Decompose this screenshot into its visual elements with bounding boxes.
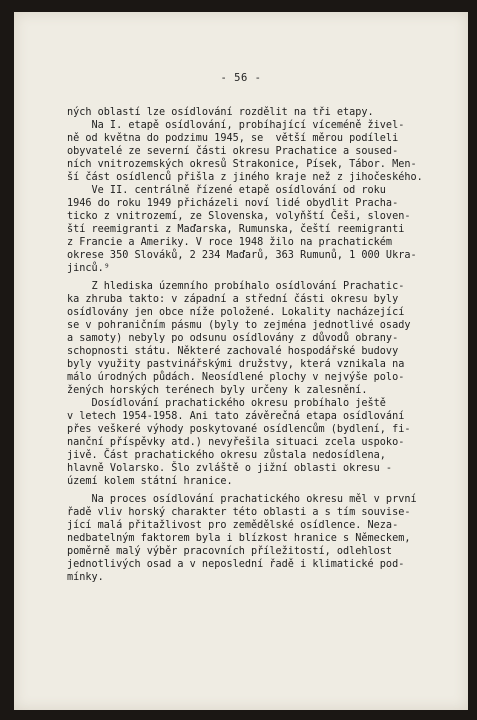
text-line: jivě. Část prachatického okresu zůstala nedosídlena, [67,450,386,461]
text-line: 1946 do roku 1949 přicházeli noví lidé obydlit Pracha- [67,198,399,209]
document-page [14,12,468,710]
text-line: řadě vliv horský charakter této oblasti a s tím souvise- [67,507,411,518]
text-line: ka zhruba takto: v západní a střední části okresu byly [67,294,399,305]
text-line: byly využity pastvinářskými družstvy, která vznikala na [67,359,405,370]
text-line: osídlovány jen obce níže položené. Lokality nacházející [67,307,405,318]
text-line: Dosídlování prachatického okresu probíhalo ještě [67,398,386,409]
text-line: jinců.⁹ [67,263,110,274]
text-line: ští reemigranti z Maďarska, Rumunska, čeští reemigranti [67,224,405,235]
text-line: Z hlediska územního probíhalo osídlování Prachatic- [67,281,405,292]
text-line: přes veškeré výhody poskytované osídlencům (bydlení, fi- [67,424,411,435]
paragraph [67,493,439,584]
text-line: se v pohraničním pásmu (byly to zejména jednotlivé osady [67,320,411,331]
text-line: ních vnitrozemských okresů Strakonice, Písek, Tábor. Men- [67,159,417,170]
text-line: poměrně malý výběr pracovních příležitostí, odlehlost [67,546,393,557]
paragraph [67,280,439,488]
text-line: z Francie a Ameriky. V roce 1948 žilo na prachatickém [67,237,393,248]
text-line: ně od května do podzimu 1945, se větší měrou podíleli [67,133,399,144]
text-line: ných oblastí lze osídlování rozdělit na tři etapy. [67,107,374,118]
text-line: hlavně Volarsko. Šlo zvláště o jižní oblasti okresu - [67,463,393,474]
paragraph [67,106,439,275]
text-line: málo úrodných půdách. Neosídlené plochy v nejvýše polo- [67,372,405,383]
text-line: schopnosti státu. Některé zachovalé hospodářské budovy [67,346,399,357]
text-line: okrese 350 Slováků, 2 234 Maďarů, 363 Rumunů, 1 000 Ukra- [67,250,417,261]
text-line: v letech 1954-1958. Ani tato závěrečná etapa osídlování [67,411,405,422]
body-text [67,106,439,584]
text-line: Ve II. centrálně řízené etapě osídlování od roku [67,185,386,196]
text-line: nanční příspěvky atd.) nevyřešila situaci zcela uspoko- [67,437,405,448]
text-line: jednotlivých osad a v neposlední řadě i klimatické pod- [67,559,405,570]
text-line: obyvatelé ze severní části okresu Prachatice a soused- [67,146,399,157]
text-line: Na I. etapě osídlování, probíhající víceméně živel- [67,120,405,131]
text-line: jící malá přitažlivost pro zemědělské osídlence. Neza- [67,520,399,531]
text-line: ší část osídlenců přišla z jiného kraje než z jihočeského. [67,172,423,183]
page-number: - 56 - [220,72,262,84]
text-line: území kolem státní hranice. [67,476,233,487]
text-line: nedbatelným faktorem byla i blízkost hranice s Německem, [67,533,411,544]
text-line: Na proces osídlování prachatického okresu měl v první [67,494,417,505]
text-line: žených horských terénech byly určeny k zalesnění. [67,385,368,396]
text-line: mínky. [67,572,104,583]
text-line: ticko z vnitrozemí, ze Slovenska, volyňští Češi, sloven- [67,211,411,222]
text-line: a samoty) nebyly po odsunu osídlovány z důvodů obrany- [67,333,399,344]
